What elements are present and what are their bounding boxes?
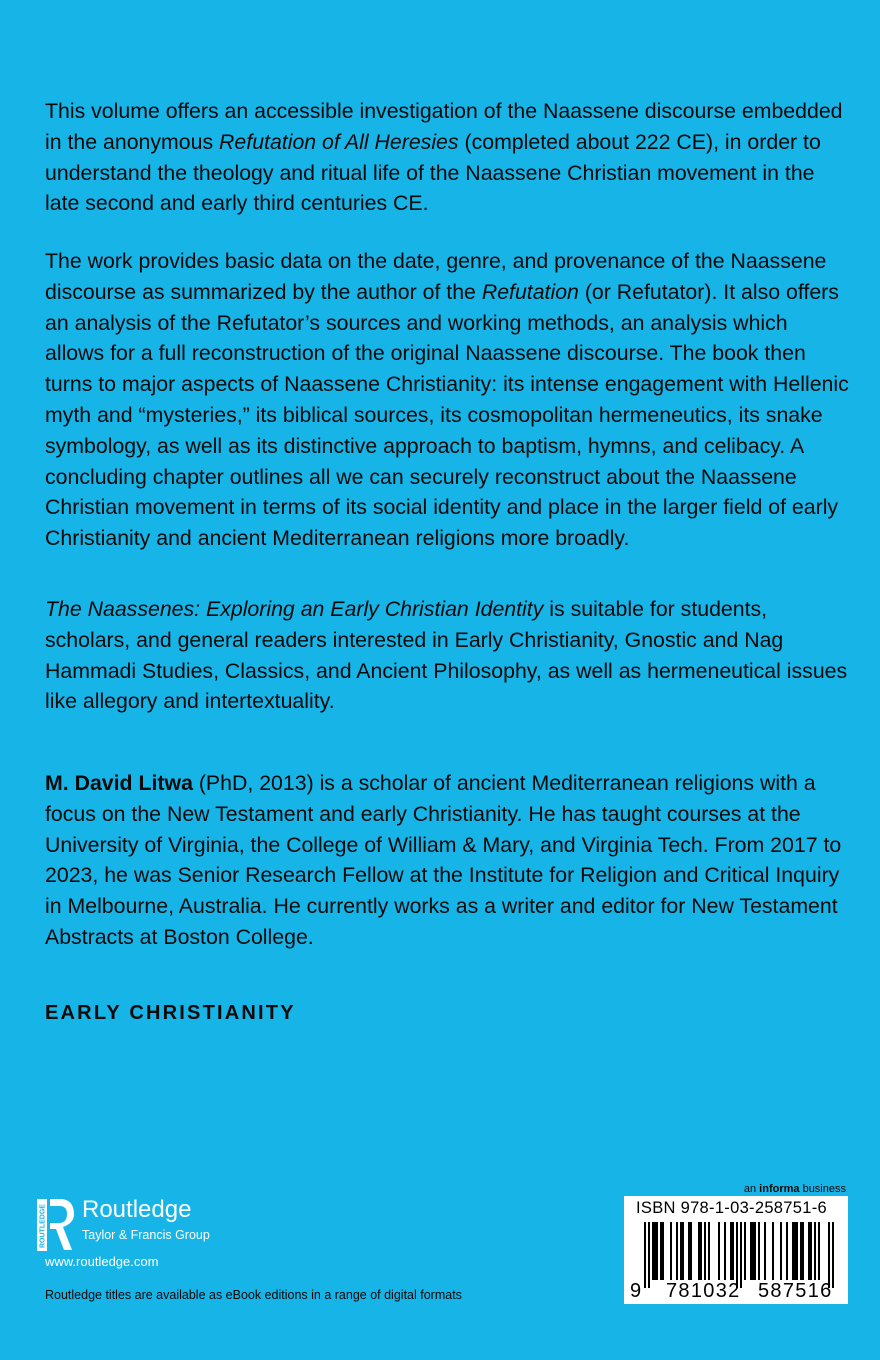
barcode-bar <box>724 1222 726 1280</box>
barcode-bar <box>814 1222 816 1280</box>
barcode-bar <box>764 1222 766 1280</box>
barcode-bar <box>810 1222 812 1280</box>
informa-suffix: business <box>799 1183 846 1195</box>
barcode-bar <box>698 1222 700 1280</box>
barcode-digits-left: 781032 <box>666 1280 741 1302</box>
barcode-bar <box>794 1222 796 1280</box>
barcode-bar <box>648 1222 650 1288</box>
barcode-bar <box>660 1222 662 1280</box>
barcode-bar <box>704 1222 706 1280</box>
barcode-digits-right: 587516 <box>758 1280 833 1302</box>
barcode-bar <box>656 1222 658 1280</box>
barcode-digit-first: 9 <box>630 1280 642 1302</box>
blurb-paragraph-2 <box>45 246 850 554</box>
barcode-bar <box>744 1222 746 1280</box>
ebook-note: Routledge titles are available as eBook editions in a range of digital formats <box>45 1288 462 1302</box>
barcode-bar <box>796 1222 798 1280</box>
barcode-bar <box>754 1222 756 1280</box>
barcode-bar <box>786 1222 788 1280</box>
blurb-paragraph-1 <box>45 96 850 219</box>
author-name: M. David Litwa <box>45 771 193 795</box>
barcode-bar <box>652 1222 654 1280</box>
italic-title: Refutation of All Heresies <box>219 129 459 154</box>
barcode-bar <box>792 1222 794 1280</box>
publisher-name: Routledge <box>82 1196 192 1223</box>
barcode-bar <box>740 1222 742 1288</box>
barcode-bar <box>832 1222 834 1288</box>
barcode-bar <box>780 1222 782 1280</box>
blurb-paragraph-3 <box>45 594 850 717</box>
logo-vertical-text: ROUTLEDGE <box>39 1204 47 1248</box>
informa-brand: informa <box>759 1183 800 1195</box>
italic-title: Refutation <box>481 279 579 304</box>
barcode-bar <box>680 1222 682 1280</box>
barcode-bar <box>800 1222 802 1280</box>
barcode-bar <box>670 1222 672 1280</box>
barcode-bar <box>654 1222 656 1280</box>
barcode-bar <box>802 1222 804 1280</box>
routledge-r-icon <box>36 1196 76 1256</box>
text-run: is suitable for students, scholars, and general readers interested in Early Christianity, Gnostic and Nag Hammadi Studies, Classics, and Ancient Philosophy, as well as hermeneutical issues like allegory and intertextuality. <box>45 597 848 714</box>
barcode-bar <box>718 1222 720 1280</box>
barcode-bar <box>828 1222 830 1288</box>
barcode-bar <box>750 1222 752 1280</box>
publisher-group: Taylor & Francis Group <box>82 1228 210 1242</box>
series-name: EARLY CHRISTIANITY <box>45 1002 296 1024</box>
barcode-bar <box>772 1222 774 1280</box>
barcode-bar <box>818 1222 820 1280</box>
barcode-bar <box>730 1222 732 1280</box>
author-bio-text: (PhD, 2013) is a scholar of ancient Mediterranean religions with a focus on the New Testament and early Christianity. He has taught courses at the University of Virginia, the College of William & Mary, and Virginia Tech. From 2017 to 2023, he was Senior Research Fellow at the Institute for Religion and Critical Inquiry in Melbourne, Australia. He currently works as a writer and editor for New Testament Abstracts at Boston College. <box>45 771 842 949</box>
barcode-bar <box>808 1222 810 1280</box>
barcode-bar <box>676 1222 678 1280</box>
isbn-label: ISBN 978-1-03-258751-6 <box>636 1199 827 1217</box>
author-bio <box>45 768 850 953</box>
text-run: The work provides basic data on the date, genre, and provenance of the Naassene discourse as summarized by the author of the <box>45 249 827 304</box>
text-run: This volume offers an accessible investigation of the Naassene discourse embedded in the anonymous <box>45 99 843 154</box>
barcode-bar <box>758 1222 760 1280</box>
barcode-bar <box>662 1222 664 1280</box>
barcode-bar <box>644 1222 646 1288</box>
barcode-bar <box>690 1222 692 1280</box>
barcode-bar <box>682 1222 684 1280</box>
barcode-bar <box>752 1222 754 1280</box>
barcode-bar <box>688 1222 690 1280</box>
barcode-bar <box>732 1222 734 1280</box>
barcode-bar <box>700 1222 702 1280</box>
barcode-bar <box>736 1222 738 1288</box>
barcode-panel <box>624 1196 848 1304</box>
barcode-bar <box>708 1222 710 1280</box>
informa-prefix: an <box>743 1183 760 1195</box>
publisher-website: www.routledge.com <box>45 1254 159 1269</box>
text-run: (or Refutator). It also offers an analysis of the Refutator’s sources and working methods, an analysis which allows for a full reconstruction of the original Naassene discourse. The book then turns to major aspects of Naassene Christianity: its intense engagement with Hellenic myth and “mysteries,” its biblical sources, its cosmopolitan hermeneutics, its snake symbology, as well as its distinctive approach to baptism, hymns, and celibacy. A concluding chapter outlines all we can securely reconstruct about the Naassene Christian movement in terms of its social identity and place in the larger field of early Christianity and ancient Mediterranean religions more broadly. <box>45 279 849 551</box>
informa-business-tag <box>744 1183 846 1195</box>
text-run: (completed about 222 CE), in order to understand the theology and ritual life of the Naassene Christian movement in the late second and early third centuries CE. <box>45 129 821 216</box>
routledge-logo <box>36 1196 296 1256</box>
italic-title: The Naassenes: Exploring an Early Christian Identity <box>45 597 544 621</box>
